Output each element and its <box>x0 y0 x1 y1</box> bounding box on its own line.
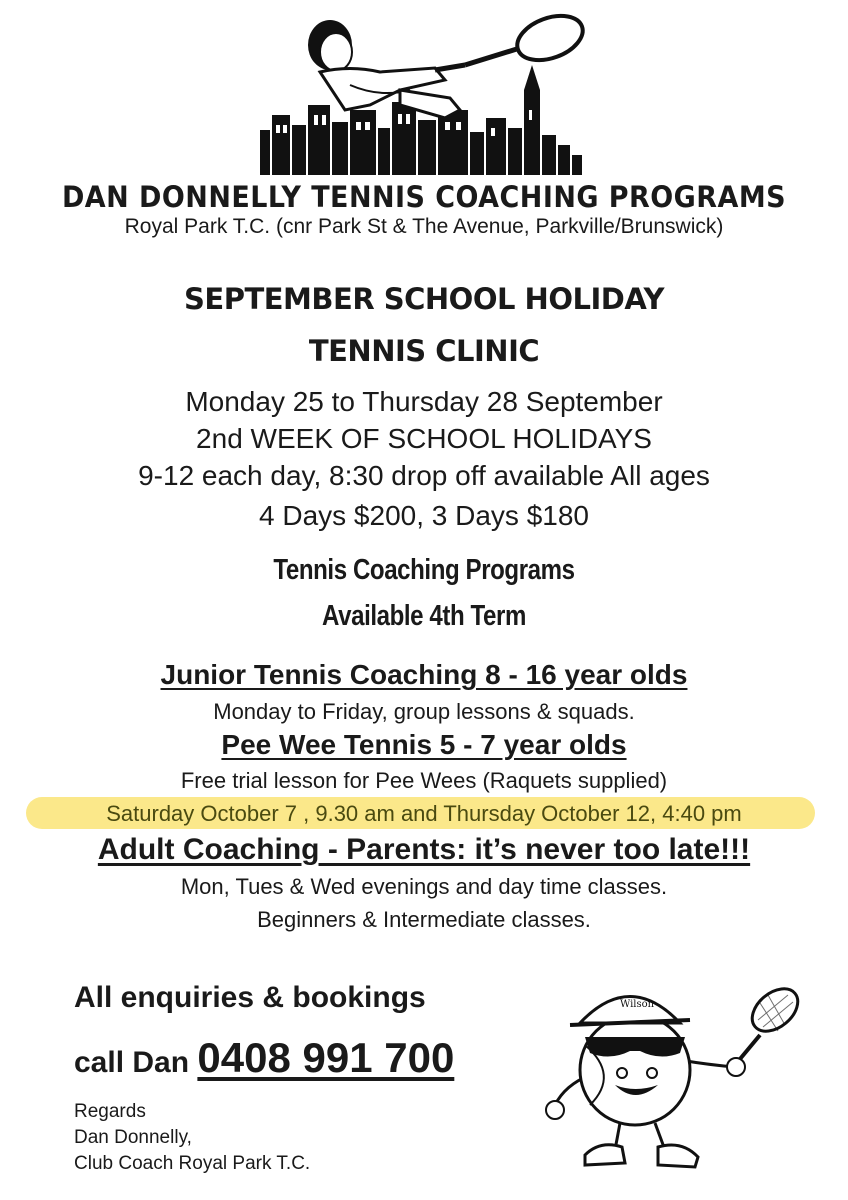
signature-greeting: Regards <box>74 1101 146 1122</box>
peewee-tennis-description: Free trial lesson for Pee Wees (Raquets supplied) <box>180 768 668 793</box>
clinic-times: 9-12 each day, 8:30 drop off available All ages <box>138 460 710 491</box>
clinic-dates: Monday 25 to Thursday 28 September <box>185 386 663 417</box>
signature-name: Dan Donnelly, <box>74 1127 192 1148</box>
junior-coaching-description: Monday to Friday, group lessons & squads. <box>213 699 635 724</box>
adult-coaching-schedule: Mon, Tues & Wed evenings and day time classes. <box>180 874 668 899</box>
adult-coaching-levels: Beginners & Intermediate classes. <box>257 907 591 932</box>
cap-brand-label: Wilson <box>620 999 655 1010</box>
phone-number: 0408 991 700 <box>197 1034 455 1081</box>
call-line <box>74 1034 454 1082</box>
call-prefix: call Dan <box>74 1046 198 1079</box>
peewee-trial-dates: Saturday October 7 , 9.30 am and Thursday October 12, 4:40 pm <box>106 801 742 826</box>
adult-coaching-heading: Adult Coaching - Parents: it’s never too late!!! <box>97 833 751 866</box>
signature-title: Club Coach Royal Park T.C. <box>74 1153 311 1174</box>
clinic-prices: 4 Days $200, 3 Days $180 <box>259 500 589 531</box>
peewee-tennis-heading: Pee Wee Tennis 5 - 7 year olds <box>221 729 627 760</box>
programs-heading-line2: Available 4th Term <box>322 600 526 632</box>
clinic-heading-line2: TENNIS CLINIC <box>308 334 540 368</box>
clinic-heading-line1: SEPTEMBER SCHOOL HOLIDAY <box>184 282 664 316</box>
enquiries-heading: All enquiries & bookings <box>74 981 426 1014</box>
programs-heading-line1: Tennis Coaching Programs <box>273 554 575 586</box>
tennis-player-city-skyline-icon <box>250 10 610 180</box>
tennis-ball-mascot-icon <box>530 965 810 1185</box>
venue-address: Royal Park T.C. (cnr Park St & The Avenue, Parkville/Brunswick) <box>124 215 724 238</box>
page-title: DAN DONNELLY TENNIS COACHING PROGRAMS <box>61 180 787 214</box>
clinic-week: 2nd WEEK OF SCHOOL HOLIDAYS <box>196 423 652 454</box>
junior-coaching-heading: Junior Tennis Coaching 8 - 16 year olds <box>160 659 688 690</box>
